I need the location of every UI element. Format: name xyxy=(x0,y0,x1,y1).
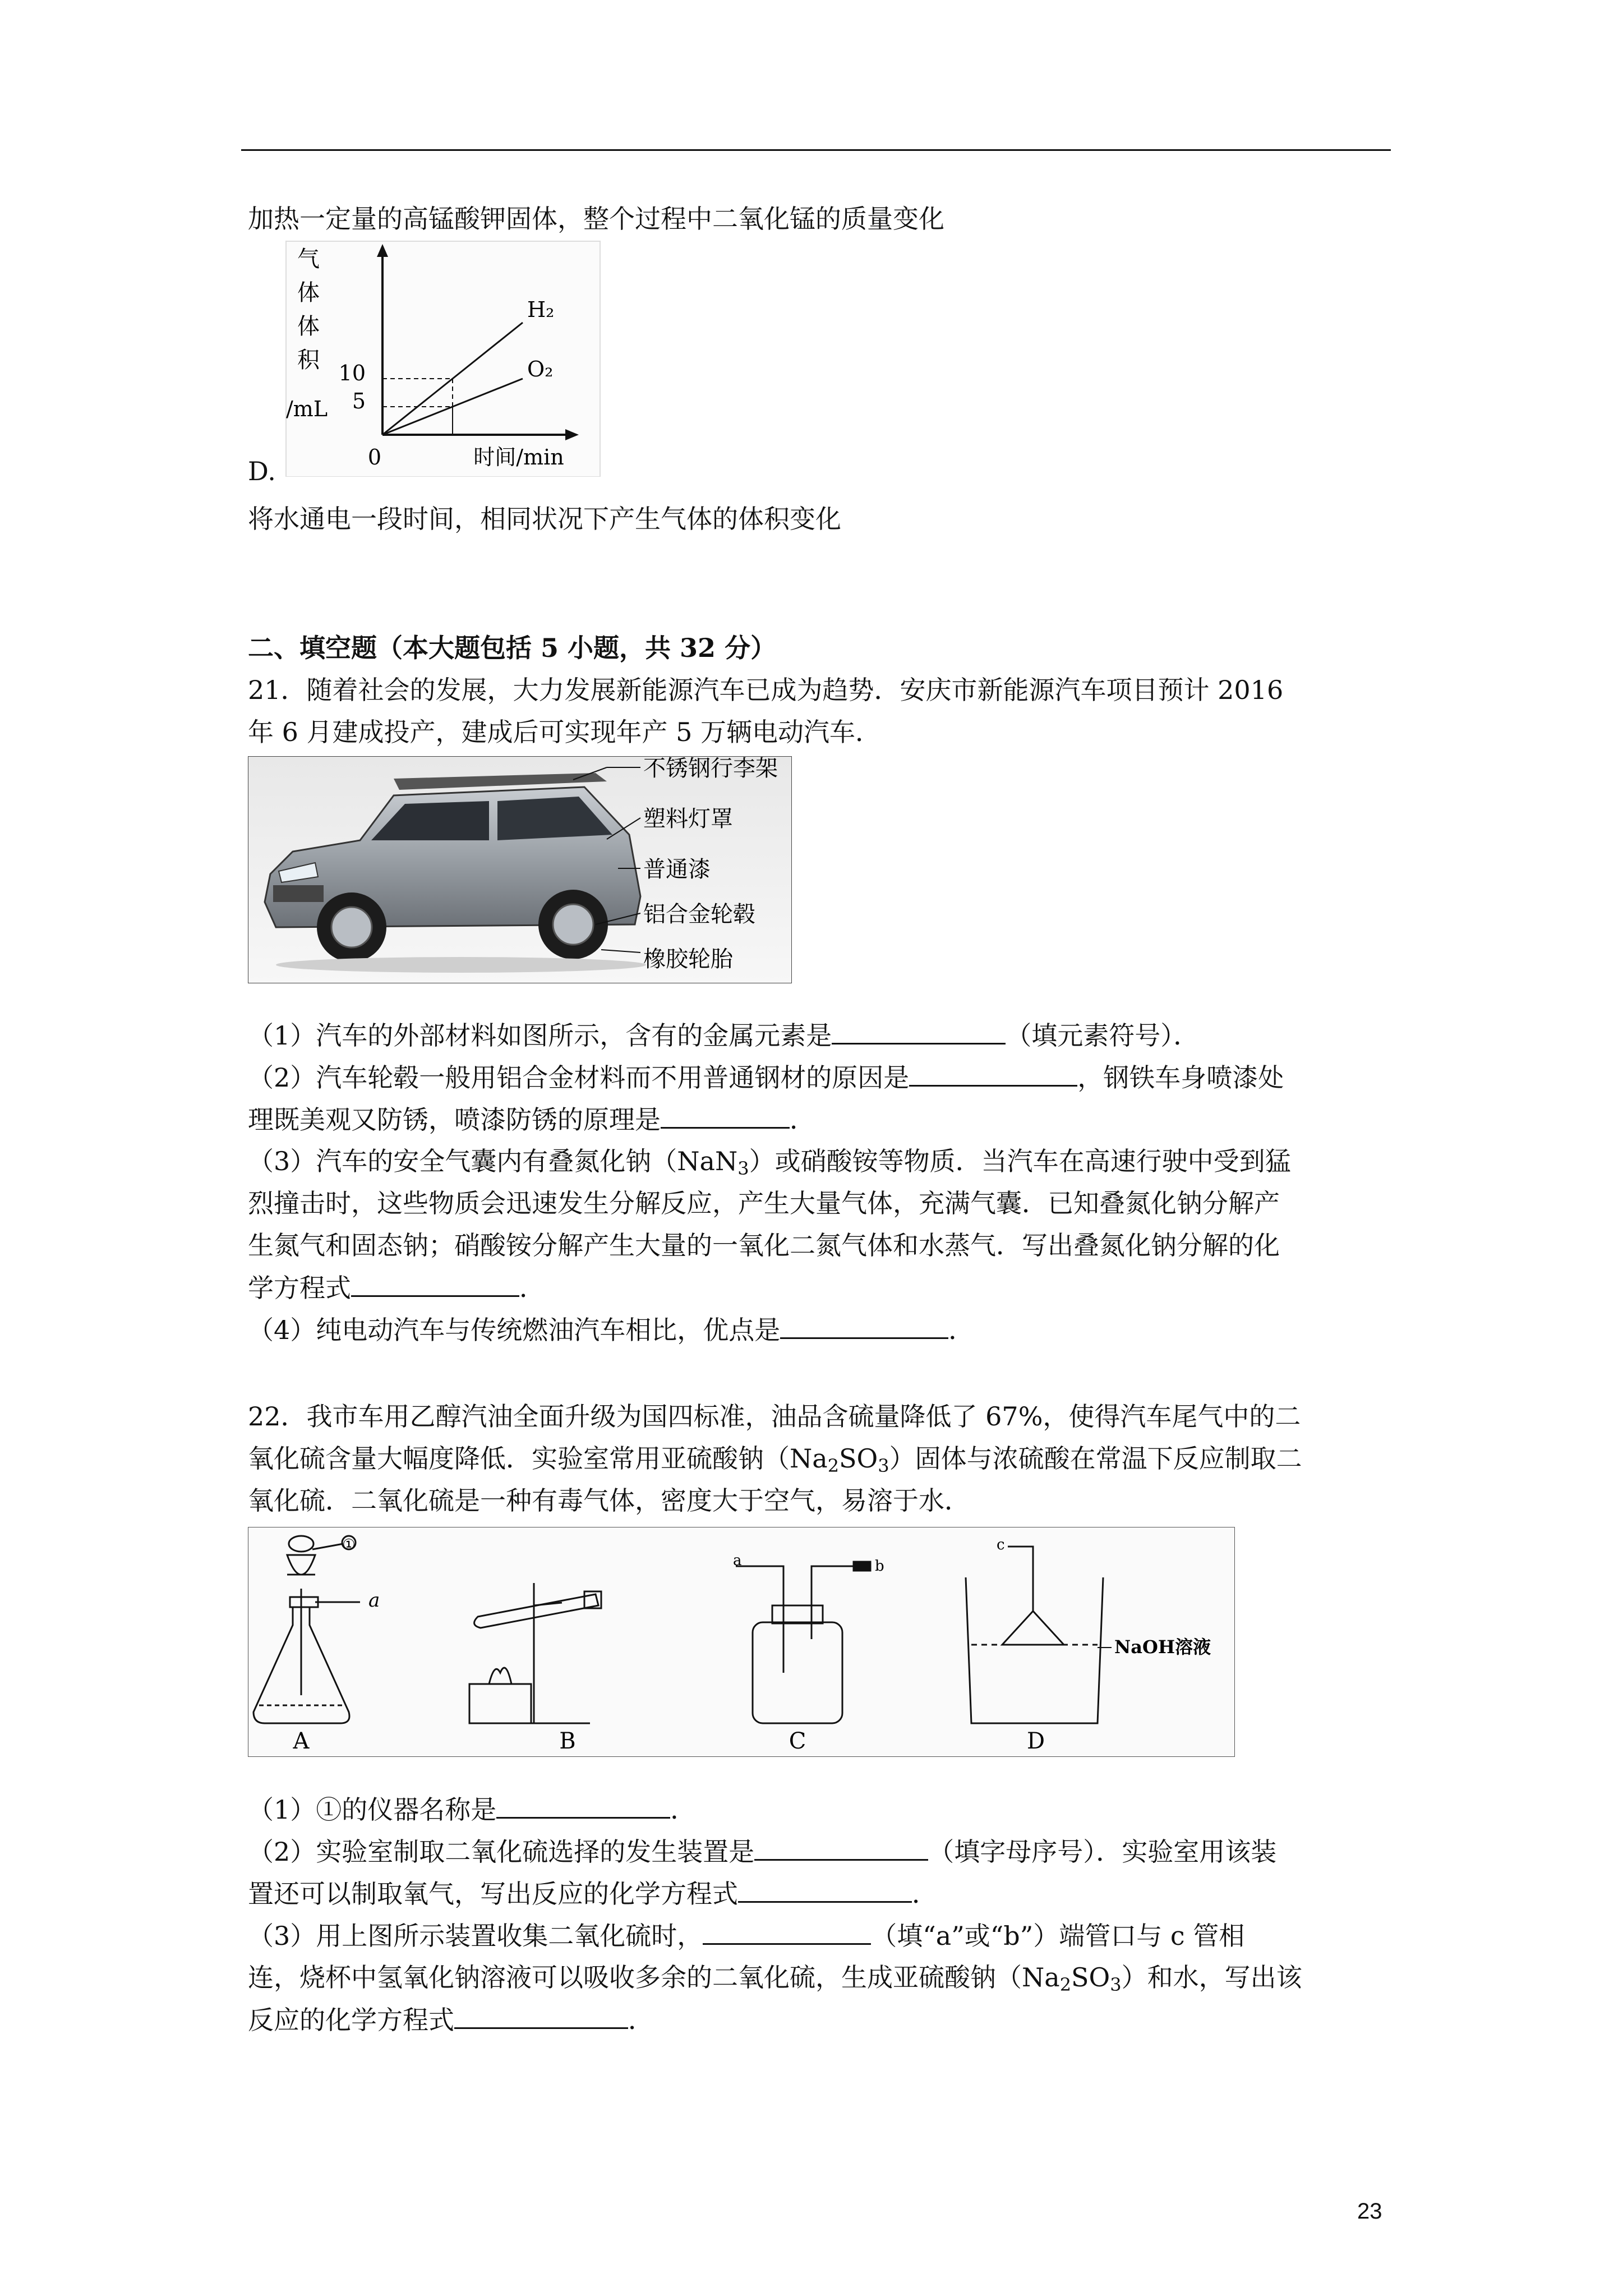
apparatus-figure xyxy=(248,1527,1235,1757)
q22-part-3-line-2: 连，烧杯中氢氧化钠溶液可以吸收多余的二氧化硫，生成亚硫酸钠$(Na_2SO_3)$和水，写出该 xyxy=(248,1962,1302,1995)
y-unit-label: /mL xyxy=(286,397,328,421)
car-label: 不锈钢行李架 xyxy=(643,756,778,781)
rear-rim xyxy=(553,904,593,945)
q21-part-3: （3）汽车的安全气囊内有叠氮化钠（NaN$_3$）或硝酸铵等物质．当汽车在高速行驶中受到猛 xyxy=(248,1146,1291,1179)
answer-blank[interactable] xyxy=(754,1834,928,1861)
car-label: 塑料灯罩 xyxy=(643,806,733,832)
electrolysis-gas-chart xyxy=(280,236,606,477)
q22-intro-line-3: 氧化硫．二氧化硫是一种有毒气体，密度大于空气，易溶于水． xyxy=(248,1485,970,1516)
car-materials-figure xyxy=(248,756,792,983)
y-axis-label-char: 积 xyxy=(297,347,320,373)
q22-intro-line-2: 氧化硫含量大幅度降低．实验室常用亚硫酸钠$(Na_2SO_3)$固体与浓硫酸在常温下反应制取二 xyxy=(248,1443,1302,1476)
apparatus-label: A xyxy=(293,1728,310,1754)
series-label: O₂ xyxy=(527,357,554,381)
q21-intro-line-2: 年 6 月建成投产，建成后可实现年产 5 万辆电动汽车． xyxy=(248,717,882,747)
q21-part-3-line-2: 烈撞击时，这些物质会迅速发生分解反应，产生大量气体，充满气囊．已知叠氮化钠分解产 xyxy=(248,1188,1280,1218)
q21-part-3-line-3: 生氮气和固态钠；硝酸铵分解产生大量的一氧化二氮气体和水蒸气．写出叠氮化钠分解的化 xyxy=(248,1230,1280,1260)
car-label: 橡胶轮胎 xyxy=(643,946,733,972)
q21-part-2-cont: 理既美观又防锈，喷漆防锈的原理是 ． xyxy=(248,1102,815,1137)
q21-part-4: （4）纯电动汽车与传统燃油汽车相比，优点是 ． xyxy=(248,1313,974,1347)
origin-label: 0 xyxy=(367,445,382,470)
mark-circled-1: ① xyxy=(342,1536,356,1553)
car-label: 铝合金轮毂 xyxy=(643,901,755,927)
port-a-label: a xyxy=(733,1552,742,1569)
port-b-label: b xyxy=(875,1558,884,1575)
naoh-label: NaOH溶液 xyxy=(1114,1636,1211,1658)
answer-blank[interactable] xyxy=(661,1102,790,1129)
q22-part-2: （2）实验室制取二氧化硫选择的发生装置是 （填字母序号）．实验室用该装 xyxy=(248,1834,1276,1869)
mark-a: a xyxy=(368,1589,380,1612)
apparatus-label: B xyxy=(559,1728,576,1754)
series-label: H₂ xyxy=(527,297,555,322)
q22-part-2-cont: 置还可以制取氧气，写出反应的化学方程式 ． xyxy=(248,1876,938,1911)
car-label: 普通漆 xyxy=(643,857,711,882)
header-rule xyxy=(241,149,1391,151)
answer-blank[interactable] xyxy=(454,2003,628,2029)
q22-part-3-line-3: 反应的化学方程式 ． xyxy=(248,2003,654,2037)
answer-blank[interactable] xyxy=(351,1271,519,1297)
y-axis-label-char: 体 xyxy=(297,280,320,306)
option-d-description: 将水通电一段时间，相同状况下产生气体的体积变化 xyxy=(248,504,841,534)
y-axis-label-char: 体 xyxy=(297,314,320,339)
answer-blank[interactable] xyxy=(832,1018,1006,1045)
q22-part-3: （3）用上图所示装置收集二氧化硫时， （填“a”或“b”）端管口与 c 管相 xyxy=(248,1918,1244,1953)
front-rim xyxy=(331,907,372,947)
option-d-label: D. xyxy=(248,456,276,486)
section-heading: 二、填空题（本大题包括 5 小题，共 32 分） xyxy=(248,633,777,663)
apparatus-label: D xyxy=(1026,1728,1045,1754)
q21-intro-line-1: 21．随着社会的发展，大力发展新能源汽车已成为趋势．安庆市新能源汽车项目预计 2016 xyxy=(248,675,1284,705)
port-c-label: c xyxy=(997,1536,1005,1553)
x-axis-label: 时间/min xyxy=(473,445,564,470)
answer-blank[interactable] xyxy=(738,1876,912,1903)
y-tick-label: 10 xyxy=(338,361,366,385)
answer-blank[interactable] xyxy=(780,1313,948,1339)
option-c-description: 加热一定量的高锰酸钾固体，整个过程中二氧化锰的质量变化 xyxy=(248,204,944,234)
q21-part-3-line-4: 学方程式 ． xyxy=(248,1271,545,1305)
answer-blank[interactable] xyxy=(496,1792,670,1819)
apparatus-label: C xyxy=(789,1728,806,1754)
q21-part-1: （1）汽车的外部材料如图所示，含有的金属元素是 （填元素符号）． xyxy=(248,1018,1199,1052)
page-number: 23 xyxy=(1357,2199,1382,2224)
answer-blank[interactable] xyxy=(909,1060,1077,1087)
q22-intro-line-1: 22．我市车用乙醇汽油全面升级为国四标准，油品含硫量降低了 67%，使得汽车尾气中的二 xyxy=(248,1401,1301,1432)
y-tick-label: 5 xyxy=(352,389,366,413)
answer-blank[interactable] xyxy=(703,1918,871,1945)
q22-part-1: （1）①的仪器名称是 ． xyxy=(248,1792,696,1826)
y-axis-label-char: 气 xyxy=(297,246,320,272)
q21-part-2: （2）汽车轮毂一般用铝合金材料而不用普通钢材的原因是 ，钢铁车身喷漆处 xyxy=(248,1060,1284,1094)
